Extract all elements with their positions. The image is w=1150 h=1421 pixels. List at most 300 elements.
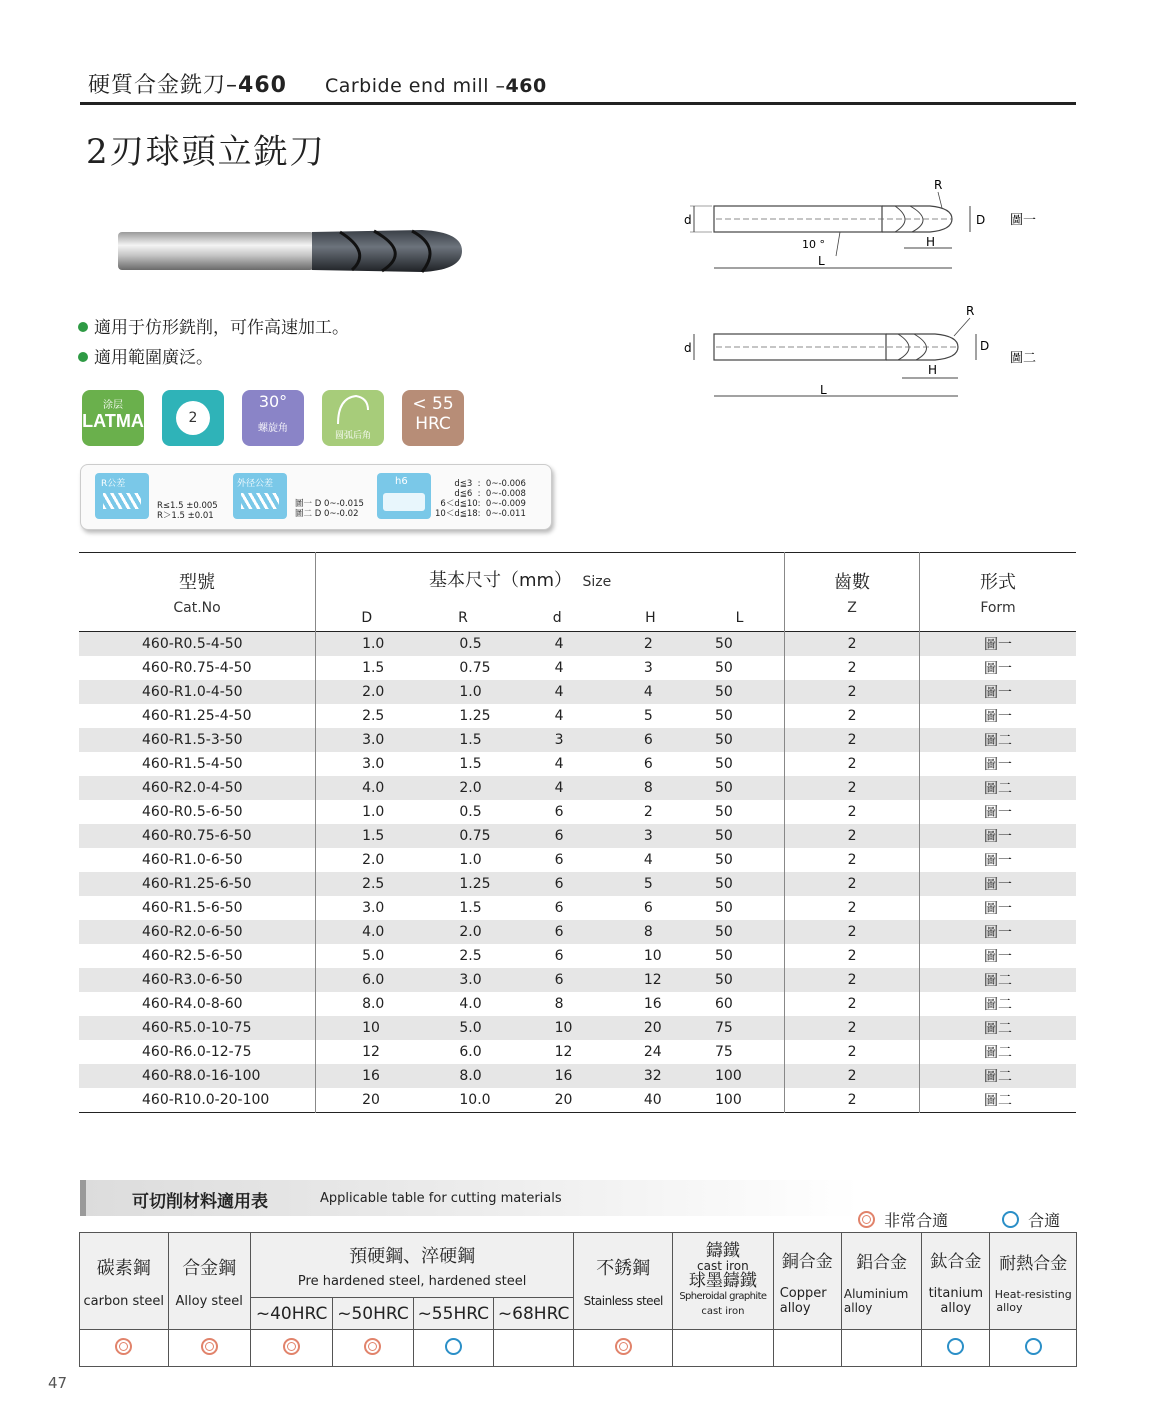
cell-D: 20 [362,1092,380,1108]
cell-cat-no: 460-R2.0-4-50 [79,776,316,800]
cell-H: 3 [643,828,653,844]
cell-teeth: 2 [785,872,920,896]
figure-2-label: 圖二 [1010,351,1037,366]
diagram-label-D: D [976,213,986,227]
cell-d: 4 [554,780,564,796]
r-tolerance-text: R≤1.5 ±0.005 R＞1.5 ±0.01 [157,501,218,521]
cell-D: 1.0 [362,636,385,652]
cell-L: 50 [715,660,733,676]
table-row [79,824,1076,848]
cell-d: 6 [554,972,564,988]
col-header-size [316,553,785,606]
size-header-cn: 基本尺寸（mm） [428,570,573,592]
cell-teeth: 2 [785,728,920,752]
mat-aluminium [841,1233,921,1330]
bullet-dot-icon [78,352,88,362]
cell-cat-no: 460-R8.0-16-100 [79,1064,316,1088]
size-header-en: Size [582,574,612,591]
table-row [79,680,1076,704]
cell-cat-no: 460-R2.0-6-50 [79,920,316,944]
table-row [79,776,1076,800]
cell-cat-no: 460-R1.5-3-50 [79,728,316,752]
cell-H: 12 [643,972,662,988]
mat-ti-cn: 鈦合金 [930,1251,982,1272]
header-title-cn: 硬質合金銑刀 [88,73,227,98]
mat-alu-cn: 鋁合金 [856,1252,908,1273]
cell-d: 8 [554,996,564,1012]
table-row [79,752,1076,776]
col-header-H: H [645,610,656,627]
mat-heat-en1: Heat-resisting [994,1287,1072,1301]
cell-L: 50 [715,828,733,844]
cell-L: 50 [715,732,733,748]
cell-H: 2 [643,804,653,820]
cell-teeth: 2 [785,1016,920,1040]
cell-form: 圖二 [983,733,1012,749]
table-row [79,944,1076,968]
table-row [79,800,1076,824]
cell-d: 10 [554,1020,573,1036]
cell-L: 100 [715,1092,742,1108]
mat-cast-cn1: 鑄鐵 [705,1240,740,1261]
cell-d: 4 [554,660,564,676]
cell-D: 2.0 [362,852,385,868]
cell-L: 50 [715,780,733,796]
header-model: 460 [238,73,287,98]
cell-form: 圖二 [983,997,1012,1013]
col-header-R: R [458,610,468,627]
suitable-ring-icon [1002,1211,1019,1228]
cell-R: 2.0 [459,924,482,940]
cell-H: 24 [643,1044,662,1060]
cell-d: 6 [554,876,564,892]
cell-d: 6 [554,948,564,964]
cell-teeth: 2 [785,968,920,992]
mat-ti-en2: alloy [940,1300,972,1316]
coating-name: LATMA [82,411,144,431]
cell-d: 16 [554,1068,573,1084]
cell-cat-no: 460-R1.5-4-50 [79,752,316,776]
cell-teeth: 2 [785,1088,920,1113]
cell-D: 3.0 [362,732,385,748]
cell-form: 圖一 [983,805,1012,821]
rating-cell [250,1330,332,1367]
cell-D: 5.0 [362,948,385,964]
cell-form: 圖一 [983,757,1012,773]
cell-R: 0.5 [459,804,482,820]
cell-H: 8 [643,780,653,796]
rating-cell [673,1330,774,1367]
mat-copper-en1: Copper [779,1285,827,1301]
bullet-item [78,313,349,338]
cell-cat-no: 460-R0.75-4-50 [79,656,316,680]
legend-excellent-text: 非常合適 [884,1211,949,1230]
excellent-ring-icon [615,1338,632,1355]
col-header-cat [79,553,316,632]
cell-form: 圖一 [983,853,1012,869]
mat-titanium [922,1233,990,1330]
cell-R: 3.0 [459,972,482,988]
h6-tolerance-icon [377,473,431,519]
cell-H: 3 [643,660,653,676]
cell-teeth: 2 [785,824,920,848]
cell-L: 50 [715,804,733,820]
cell-H: 5 [643,708,653,724]
page-title: 2刃球頭立銑刀 [86,132,326,172]
col-header-L: L [735,610,744,627]
diagram-figure-2 [680,304,1060,404]
mat-cast-en3: cast iron [701,1305,745,1317]
cell-D: 10 [362,1020,380,1036]
cell-D: 3.0 [362,756,385,772]
suitable-ring-icon [1025,1338,1042,1355]
cell-form: 圖一 [983,661,1012,677]
table-row [79,872,1076,896]
cell-form: 圖一 [983,637,1012,653]
header-rule [80,102,1076,105]
cell-H: 16 [643,996,662,1012]
rating-cell [80,1330,169,1367]
mat-alloy [168,1233,250,1330]
form-header-cn: 形式 [979,572,1016,593]
table-row [79,1040,1076,1064]
diagram2-label-R: R [966,304,975,318]
cell-R: 0.75 [459,660,491,676]
cell-d: 12 [554,1044,573,1060]
materials-title-cn: 可切削材料適用表 [132,1192,268,1212]
h6-label: h6 [395,476,408,487]
cell-L: 50 [715,900,733,916]
mat-hardened-cn: 預硬鋼、淬硬鋼 [349,1245,476,1267]
cell-L: 50 [715,924,733,940]
cell-D: 1.5 [362,828,385,844]
cell-D: 12 [362,1044,380,1060]
page-number: 47 [48,1374,68,1392]
cell-form: 圖一 [983,925,1012,941]
cell-d: 6 [554,804,564,820]
flute-count-icon [162,390,224,446]
diagram2-label-D: D [980,339,990,353]
mat-carbon-en: carbon steel [83,1293,164,1309]
excellent-ring-icon [364,1338,381,1355]
r-tolerance-label: R公差 [101,479,126,489]
cat-header-en: Cat.No [173,600,221,616]
cell-R: 1.25 [459,876,491,892]
cell-D: 8.0 [362,996,385,1012]
cell-form: 圖一 [983,685,1012,701]
cell-cat-no: 460-R2.5-6-50 [79,944,316,968]
cell-cat-no: 460-R4.0-8-60 [79,992,316,1016]
rating-cell [773,1330,841,1367]
bullet-text: 適用于仿形銑削，可作高速加工。 [94,318,349,338]
cell-H: 32 [643,1068,662,1084]
cell-teeth: 2 [785,680,920,704]
r-tolerance-icon [95,473,149,519]
mat-carbon-cn: 碳素鋼 [96,1257,151,1279]
col-header-form [919,553,1076,632]
rating-cell [333,1330,413,1367]
cell-H: 4 [643,852,653,868]
helix-degree: 30° [258,392,288,411]
cell-cat-no: 460-R3.0-6-50 [79,968,316,992]
excellent-ring-icon [115,1338,132,1355]
diagram2-label-L: L [820,383,827,397]
table-row [79,1088,1076,1113]
cell-R: 1.25 [459,708,491,724]
cell-D: 2.5 [362,876,385,892]
mat-hrc-40: ~40HRC [250,1298,332,1330]
mat-hardened-en: Pre hardened steel, hardened steel [297,1273,527,1289]
cell-d: 6 [554,852,564,868]
cell-H: 6 [643,732,653,748]
rating-cell [494,1330,574,1367]
mat-cast-cn2: 球墨鑄鐵 [688,1270,757,1291]
rating-cell [990,1330,1077,1367]
cell-L: 50 [715,708,733,724]
mat-stainless-cn: 不銹鋼 [596,1258,651,1279]
diagram2-label-d: d [684,341,692,355]
legend-ok-text: 合適 [1028,1211,1061,1230]
mat-alloy-cn: 合金鋼 [182,1257,237,1279]
col-header-D: D [361,610,373,627]
cell-teeth: 2 [785,800,920,824]
cell-cat-no: 460-R1.0-4-50 [79,680,316,704]
cell-R: 5.0 [459,1020,482,1036]
cell-D: 16 [362,1068,380,1084]
cell-L: 100 [715,1068,742,1084]
table-row [79,1064,1076,1088]
cell-cat-no: 460-R0.75-6-50 [79,824,316,848]
cell-cat-no: 460-R0.5-4-50 [79,632,316,657]
cell-L: 50 [715,684,733,700]
cell-H: 6 [643,900,653,916]
bullet-dot-icon [78,322,88,332]
relief-angle-icon [322,390,384,446]
excellent-ring-icon [283,1338,300,1355]
cell-form: 圖一 [983,949,1012,965]
cell-cat-no: 460-R6.0-12-75 [79,1040,316,1064]
header-title-en [325,75,547,97]
cell-D: 3.0 [362,900,385,916]
mat-alloy-en: Alloy steel [175,1293,243,1309]
cell-R: 1.5 [459,732,482,748]
cell-R: 0.5 [459,636,482,652]
hardness-unit: HRC [415,414,451,434]
suitable-ring-icon [947,1338,964,1355]
cell-R: 1.5 [459,756,482,772]
mat-cast-iron [673,1233,774,1330]
h6-tolerance-text: d≦3 : 0~-0.006 d≦6 : 0~-0.008 6＜d≦10: 0~-0.009 10＜d≦18: 0~-0.011 [435,479,526,519]
cell-R: 1.0 [459,852,482,868]
cell-cat-no: 460-R1.25-6-50 [79,872,316,896]
bullet-item [78,343,213,368]
coating-label: 涂层 [103,400,123,411]
legend-excellent [858,1208,948,1231]
cell-D: 4.0 [362,780,385,796]
rating-cell [168,1330,250,1367]
figure-1-label: 圖一 [1010,213,1037,228]
cell-d: 4 [554,756,564,772]
cell-form: 圖一 [983,709,1012,725]
cell-D: 2.5 [362,708,385,724]
materials-rating-row [80,1330,1077,1367]
cell-d: 4 [554,636,564,652]
cell-form: 圖一 [983,829,1012,845]
cell-form: 圖二 [983,1093,1012,1109]
cell-form: 圖一 [983,877,1012,893]
cell-teeth: 2 [785,1040,920,1064]
cell-d: 4 [554,684,564,700]
cell-d: 3 [554,732,564,748]
suitable-ring-icon [445,1338,462,1355]
cell-teeth: 2 [785,752,920,776]
materials-table [79,1232,1077,1367]
cell-cat-no: 460-R1.25-4-50 [79,704,316,728]
cell-teeth: 2 [785,992,920,1016]
cell-R: 2.5 [459,948,482,964]
header-en-text: Carbide end mill – [324,75,506,97]
table-row [79,968,1076,992]
rating-cell [841,1330,921,1367]
hardness-value: < 55 [412,394,454,414]
header-en-model: 460 [505,75,547,97]
spec-table-body [79,632,1076,1113]
table-row [79,848,1076,872]
cell-cat-no: 460-R1.5-6-50 [79,896,316,920]
relief-label: 圆弧后角 [334,431,371,441]
cell-L: 50 [715,972,733,988]
table-row [79,896,1076,920]
cell-teeth: 2 [785,1064,920,1088]
table-row [79,656,1076,680]
mat-hardened [250,1233,573,1298]
coating-latma-icon [82,390,144,446]
cell-L: 50 [715,876,733,892]
cell-teeth: 2 [785,704,920,728]
cell-H: 40 [643,1092,662,1108]
mat-alu-en2: alloy [843,1300,873,1315]
table-row [79,632,1076,657]
cell-D: 1.5 [362,660,385,676]
cell-H: 5 [643,876,653,892]
table-row [79,704,1076,728]
tolerance-panel [80,464,552,530]
mat-copper-cn: 銅合金 [781,1251,833,1272]
diagram-figure-1 [680,176,1060,276]
cell-D: 6.0 [362,972,385,988]
cell-d: 6 [554,828,564,844]
cell-cat-no: 460-R1.0-6-50 [79,848,316,872]
cell-form: 圖二 [983,1045,1012,1061]
cell-form: 圖二 [983,1021,1012,1037]
mat-ti-en1: titanium [928,1285,984,1301]
cell-D: 4.0 [362,924,385,940]
mat-copper [773,1233,841,1330]
cell-teeth: 2 [785,776,920,800]
cell-cat-no: 460-R0.5-6-50 [79,800,316,824]
cell-H: 10 [643,948,662,964]
diagram-label-d: d [684,213,692,227]
cat-header-cn: 型號 [179,572,216,593]
helix-label: 螺旋角 [258,423,288,434]
cell-d: 6 [554,924,564,940]
cell-L: 50 [715,756,733,772]
end-mill-photo [112,212,472,288]
mat-stainless [574,1233,673,1330]
cell-cat-no: 460-R10.0-20-100 [79,1088,316,1113]
cell-L: 75 [715,1020,733,1036]
cell-D: 2.0 [362,684,385,700]
rating-cell [413,1330,493,1367]
bullet-text: 適用範圍廣泛。 [94,348,213,368]
cell-R: 0.75 [459,828,491,844]
cell-H: 8 [643,924,653,940]
cell-form: 圖二 [983,781,1012,797]
cell-R: 1.5 [459,900,482,916]
mat-hrc-50: ~50HRC [333,1298,413,1330]
cell-form: 圖一 [983,901,1012,917]
diagram-label-L: L [818,254,825,268]
od-tolerance-icon [233,473,287,519]
mat-carbon [80,1233,169,1330]
od-tolerance-text: 圖一 D 0~-0.015 圖二 D 0~-0.02 [295,499,364,519]
excellent-ring-icon [858,1211,875,1228]
table-row [79,992,1076,1016]
flute-count: 2 [176,401,210,435]
diagram-label-angle: 10 ° [802,238,825,251]
mat-cast-en2: Spheroidal graphite [679,1290,767,1302]
legend-ok [1002,1208,1060,1231]
page-header [88,68,547,99]
rating-cell [922,1330,990,1367]
cell-cat-no: 460-R5.0-10-75 [79,1016,316,1040]
cell-form: 圖二 [983,1069,1012,1085]
cell-L: 60 [715,996,733,1012]
table-row [79,1016,1076,1040]
diagram-label-R: R [934,178,943,192]
cell-d: 4 [554,708,564,724]
table-row [79,920,1076,944]
cell-R: 10.0 [459,1092,491,1108]
od-tolerance-label: 外径公差 [237,479,274,489]
cell-teeth: 2 [785,920,920,944]
cell-teeth: 2 [785,632,920,657]
cell-form: 圖二 [983,973,1012,989]
cell-D: 1.0 [362,804,385,820]
helix-angle-icon [242,390,304,446]
rating-cell [574,1330,673,1367]
diagram-label-H: H [926,235,936,249]
materials-title-en: Applicable table for cutting materials [320,1191,562,1206]
mat-copper-en2: alloy [779,1300,811,1316]
cell-H: 4 [643,684,653,700]
diagram2-label-H: H [928,363,938,377]
hardness-icon [402,390,464,446]
mat-alu-en1: Aluminium [843,1286,909,1301]
cell-teeth: 2 [785,656,920,680]
cell-teeth: 2 [785,896,920,920]
mat-hrc-68: ~68HRC [494,1298,574,1330]
teeth-header-en: Z [847,600,857,616]
cell-H: 6 [643,756,653,772]
cell-teeth: 2 [785,944,920,968]
cell-L: 50 [715,636,733,652]
cell-L: 75 [715,1044,733,1060]
cell-R: 4.0 [459,996,482,1012]
cell-L: 50 [715,852,733,868]
cell-d: 6 [554,900,564,916]
header-dash: – [226,73,239,98]
